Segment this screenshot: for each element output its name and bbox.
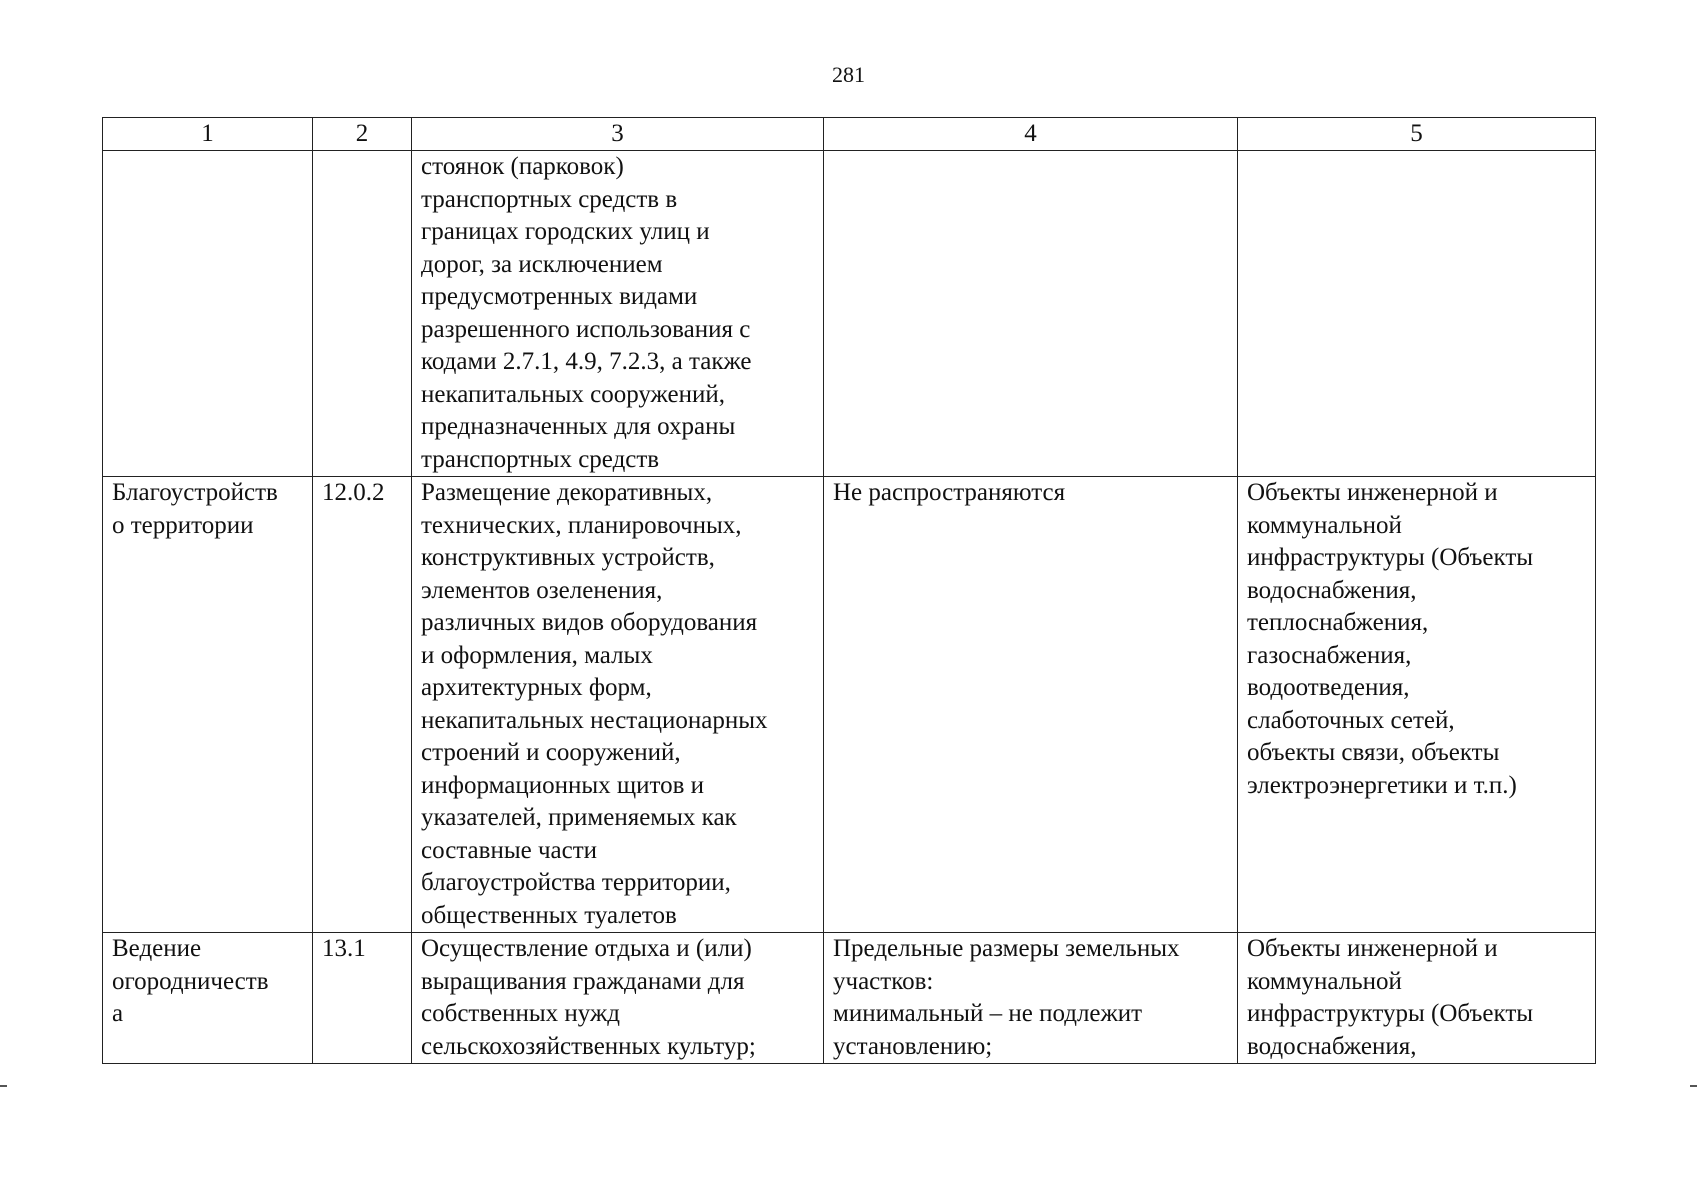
cell-use-name: Благоустройств о территории [103, 477, 313, 933]
cell-use-auxiliary: Объекты инженерной и коммунальной инфраструктуры (Объекты водоснабжения, [1238, 933, 1596, 1064]
column-header-4: 4 [824, 118, 1238, 151]
cell-use-description: стоянок (парковок) транспортных средств в границах городских улиц и дорог, за исключением предусмотренных видами разрешенного использования с кодами 2.7.1, 4.9, 7.2.3, а также некапитальных сооружений, предназначенных для охраны транспортных средств [412, 151, 824, 477]
table-row [103, 477, 1596, 933]
cell-use-code: 13.1 [313, 933, 412, 1064]
column-header-3: 3 [412, 118, 824, 151]
scan-edge-mark-right [1690, 1085, 1697, 1087]
cell-use-description: Размещение декоративных, технических, планировочных, конструктивных устройств, элементов озеленения, различных видов оборудования и оформления, малых архитектурных форм, некапитальных нестационарных строений и сооружений, информационных щитов и указателей, применяемых как составные части благоустройства территории, общественных туалетов [412, 477, 824, 933]
column-header-2: 2 [313, 118, 412, 151]
cell-use-code: 12.0.2 [313, 477, 412, 933]
cell-use-description: Осуществление отдыха и (или) выращивания гражданами для собственных нужд сельскохозяйственных культур; [412, 933, 824, 1064]
page-number: 281 [832, 62, 865, 87]
table-row [103, 933, 1596, 1064]
land-use-table [102, 117, 1596, 1064]
cell-use-auxiliary: Объекты инженерной и коммунальной инфраструктуры (Объекты водоснабжения, теплоснабжения, газоснабжения, водоотведения, слаботочных сетей, объекты связи, объекты электроэнергетики и т.п.) [1238, 477, 1596, 933]
cell-use-code [313, 151, 412, 477]
column-header-1: 1 [103, 118, 313, 151]
cell-use-name [103, 151, 313, 477]
cell-use-parameters [824, 151, 1238, 477]
scan-edge-mark-left [0, 1085, 7, 1087]
cell-use-auxiliary [1238, 151, 1596, 477]
cell-use-parameters: Не распространяются [824, 477, 1238, 933]
table-row [103, 151, 1596, 477]
column-header-5: 5 [1238, 118, 1596, 151]
cell-use-name: Ведение огородничеств а [103, 933, 313, 1064]
cell-use-parameters: Предельные размеры земельных участков: минимальный – не подлежит установлению; [824, 933, 1238, 1064]
table-header-row [103, 118, 1596, 151]
